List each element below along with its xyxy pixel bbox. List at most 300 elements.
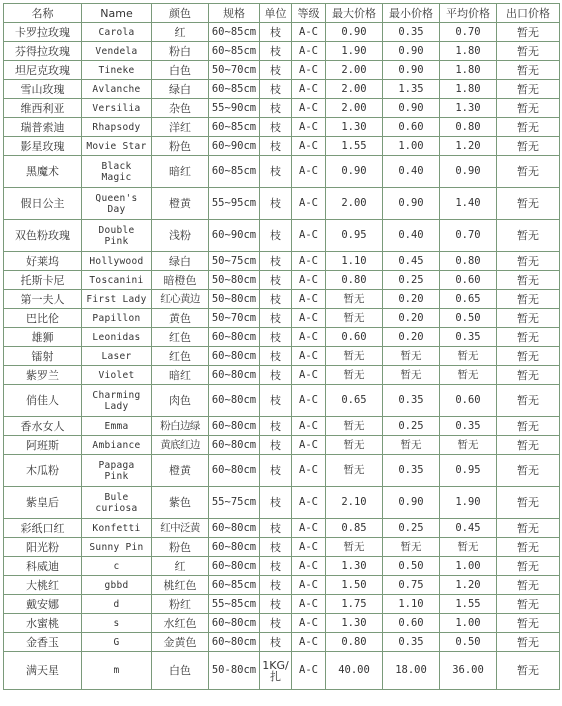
cell-color: 杂色 bbox=[152, 99, 209, 118]
cell-max-price: 1.30 bbox=[326, 557, 383, 576]
cell-unit: 枝 bbox=[260, 595, 292, 614]
cell-color: 红 bbox=[152, 23, 209, 42]
cell-name-en bbox=[82, 417, 152, 436]
cell-unit: 枝 bbox=[260, 557, 292, 576]
cell-name-cn: 水蜜桃 bbox=[4, 614, 82, 633]
col-header-grade: 等级 bbox=[292, 4, 326, 23]
table-row bbox=[4, 137, 560, 156]
cell-max-price: 暂无 bbox=[326, 436, 383, 455]
cell-unit: 枝 bbox=[260, 80, 292, 99]
cell-name-en bbox=[82, 614, 152, 633]
cell-color: 紫色 bbox=[152, 487, 209, 519]
cell-max-price: 0.80 bbox=[326, 271, 383, 290]
table-row bbox=[4, 633, 560, 652]
cell-avg-price: 1.20 bbox=[440, 137, 497, 156]
cell-name-cn: 影星玫瑰 bbox=[4, 137, 82, 156]
cell-color: 金黄色 bbox=[152, 633, 209, 652]
cell-max-price: 1.30 bbox=[326, 118, 383, 137]
cell-name-en-line: Double bbox=[98, 224, 135, 236]
cell-avg-price: 暂无 bbox=[440, 366, 497, 385]
cell-grade: A-C bbox=[292, 366, 326, 385]
cell-spec: 50~70cm bbox=[209, 61, 260, 80]
cell-color: 红色 bbox=[152, 328, 209, 347]
cell-export-price: 暂无 bbox=[497, 652, 560, 690]
cell-grade: A-C bbox=[292, 290, 326, 309]
cell-max-price: 0.90 bbox=[326, 23, 383, 42]
cell-name-cn: 紫皇后 bbox=[4, 487, 82, 519]
cell-color: 粉色 bbox=[152, 538, 209, 557]
table-row bbox=[4, 519, 560, 538]
cell-name-en-line: Pink bbox=[104, 470, 129, 482]
cell-export-price: 暂无 bbox=[497, 80, 560, 99]
cell-name-cn: 阿班斯 bbox=[4, 436, 82, 455]
cell-min-price: 0.25 bbox=[383, 417, 440, 436]
cell-export-price: 暂无 bbox=[497, 137, 560, 156]
cell-avg-price: 0.50 bbox=[440, 309, 497, 328]
cell-spec: 60~85cm bbox=[209, 23, 260, 42]
cell-grade: A-C bbox=[292, 309, 326, 328]
cell-name-cn: 第一夫人 bbox=[4, 290, 82, 309]
cell-export-price: 暂无 bbox=[497, 417, 560, 436]
table-row bbox=[4, 252, 560, 271]
cell-max-price: 1.90 bbox=[326, 42, 383, 61]
cell-export-price: 暂无 bbox=[497, 633, 560, 652]
cell-max-price: 暂无 bbox=[326, 538, 383, 557]
cell-name-cn: 阳光粉 bbox=[4, 538, 82, 557]
cell-spec: 60~85cm bbox=[209, 118, 260, 137]
cell-unit-line: 1KG/ bbox=[262, 658, 289, 672]
cell-max-price: 0.95 bbox=[326, 220, 383, 252]
cell-export-price: 暂无 bbox=[497, 271, 560, 290]
cell-name-cn: 假日公主 bbox=[4, 188, 82, 220]
cell-name-en bbox=[82, 366, 152, 385]
cell-max-price: 1.55 bbox=[326, 137, 383, 156]
cell-grade: A-C bbox=[292, 23, 326, 42]
cell-color: 红 bbox=[152, 557, 209, 576]
cell-export-price: 暂无 bbox=[497, 252, 560, 271]
cell-min-price: 0.90 bbox=[383, 99, 440, 118]
cell-grade: A-C bbox=[292, 80, 326, 99]
cell-name-cn: 托斯卡尼 bbox=[4, 271, 82, 290]
cell-name-en bbox=[82, 220, 152, 252]
cell-name-en bbox=[82, 156, 152, 188]
cell-min-price: 0.45 bbox=[383, 252, 440, 271]
cell-min-price: 0.20 bbox=[383, 309, 440, 328]
cell-max-price: 0.80 bbox=[326, 633, 383, 652]
cell-min-price: 暂无 bbox=[383, 347, 440, 366]
table-row bbox=[4, 118, 560, 137]
col-header-spec: 规格 bbox=[209, 4, 260, 23]
cell-spec: 60~90cm bbox=[209, 137, 260, 156]
cell-spec: 60~85cm bbox=[209, 42, 260, 61]
cell-max-price: 1.30 bbox=[326, 614, 383, 633]
cell-avg-price: 0.80 bbox=[440, 252, 497, 271]
cell-min-price: 18.00 bbox=[383, 652, 440, 690]
cell-unit: 枝 bbox=[260, 633, 292, 652]
cell-name-cn: 双色粉玫瑰 bbox=[4, 220, 82, 252]
cell-min-price: 0.35 bbox=[383, 23, 440, 42]
table-row bbox=[4, 156, 560, 188]
cell-name-en bbox=[82, 290, 152, 309]
cell-avg-price: 0.35 bbox=[440, 328, 497, 347]
cell-min-price: 0.60 bbox=[383, 118, 440, 137]
cell-name-en bbox=[82, 309, 152, 328]
cell-spec: 60~80cm bbox=[209, 614, 260, 633]
cell-spec: 60~90cm bbox=[209, 220, 260, 252]
cell-max-price: 暂无 bbox=[326, 366, 383, 385]
cell-unit: 枝 bbox=[260, 385, 292, 417]
cell-export-price: 暂无 bbox=[497, 538, 560, 557]
cell-name-en bbox=[82, 385, 152, 417]
cell-name-en-line: s bbox=[113, 617, 120, 629]
cell-unit: 枝 bbox=[260, 188, 292, 220]
cell-name-en-line: d bbox=[113, 598, 120, 610]
cell-name-cn: 金香玉 bbox=[4, 633, 82, 652]
table-row bbox=[4, 80, 560, 99]
cell-spec: 60~85cm bbox=[209, 156, 260, 188]
cell-min-price: 0.90 bbox=[383, 487, 440, 519]
col-header-unit: 单位 bbox=[260, 4, 292, 23]
cell-name-en bbox=[82, 557, 152, 576]
cell-avg-price: 0.80 bbox=[440, 118, 497, 137]
cell-name-en-line: Papillon bbox=[92, 312, 141, 324]
table-row bbox=[4, 188, 560, 220]
cell-color: 肉色 bbox=[152, 385, 209, 417]
cell-min-price: 0.60 bbox=[383, 614, 440, 633]
cell-max-price: 2.00 bbox=[326, 61, 383, 80]
cell-spec: 60~80cm bbox=[209, 417, 260, 436]
cell-color: 暗橙色 bbox=[152, 271, 209, 290]
cell-min-price: 1.35 bbox=[383, 80, 440, 99]
cell-unit: 枝 bbox=[260, 576, 292, 595]
cell-export-price: 暂无 bbox=[497, 455, 560, 487]
col-header-max-price: 最大价格 bbox=[326, 4, 383, 23]
cell-color: 洋红 bbox=[152, 118, 209, 137]
cell-max-price: 1.50 bbox=[326, 576, 383, 595]
cell-grade: A-C bbox=[292, 385, 326, 417]
table-row bbox=[4, 61, 560, 80]
cell-grade: A-C bbox=[292, 436, 326, 455]
cell-grade: A-C bbox=[292, 137, 326, 156]
table-row bbox=[4, 455, 560, 487]
cell-max-price: 暂无 bbox=[326, 455, 383, 487]
cell-grade: A-C bbox=[292, 576, 326, 595]
cell-name-cn: 香水女人 bbox=[4, 417, 82, 436]
cell-name-cn: 瑞普索迪 bbox=[4, 118, 82, 137]
table-row bbox=[4, 220, 560, 252]
cell-unit: 枝 bbox=[260, 328, 292, 347]
cell-color: 暗红 bbox=[152, 156, 209, 188]
cell-name-cn: 芬得拉玫瑰 bbox=[4, 42, 82, 61]
cell-max-price: 0.60 bbox=[326, 328, 383, 347]
cell-spec: 60~80cm bbox=[209, 385, 260, 417]
cell-name-cn: 卡罗拉玫瑰 bbox=[4, 23, 82, 42]
cell-grade: A-C bbox=[292, 328, 326, 347]
cell-unit: 枝 bbox=[260, 61, 292, 80]
cell-avg-price: 1.55 bbox=[440, 595, 497, 614]
cell-min-price: 0.50 bbox=[383, 557, 440, 576]
cell-grade: A-C bbox=[292, 633, 326, 652]
col-header-export-price: 出口价格 bbox=[497, 4, 560, 23]
cell-color: 粉红 bbox=[152, 595, 209, 614]
cell-min-price: 0.35 bbox=[383, 633, 440, 652]
cell-avg-price: 暂无 bbox=[440, 538, 497, 557]
cell-color: 白色 bbox=[152, 61, 209, 80]
cell-name-en bbox=[82, 271, 152, 290]
cell-unit: 枝 bbox=[260, 519, 292, 538]
cell-unit: 枝 bbox=[260, 252, 292, 271]
cell-avg-price: 1.80 bbox=[440, 80, 497, 99]
cell-name-en bbox=[82, 519, 152, 538]
table-row bbox=[4, 42, 560, 61]
cell-unit: 枝 bbox=[260, 220, 292, 252]
cell-spec: 55~90cm bbox=[209, 99, 260, 118]
cell-spec: 60~80cm bbox=[209, 455, 260, 487]
table-row bbox=[4, 366, 560, 385]
cell-name-en-line: Papaga bbox=[98, 459, 135, 471]
cell-color: 水红色 bbox=[152, 614, 209, 633]
cell-name-en-line: Rhapsody bbox=[92, 121, 141, 133]
cell-name-cn: 好莱坞 bbox=[4, 252, 82, 271]
cell-avg-price: 0.35 bbox=[440, 417, 497, 436]
cell-grade: A-C bbox=[292, 118, 326, 137]
cell-spec: 60~80cm bbox=[209, 328, 260, 347]
cell-min-price: 0.20 bbox=[383, 290, 440, 309]
cell-avg-price: 1.80 bbox=[440, 61, 497, 80]
cell-spec: 55~95cm bbox=[209, 188, 260, 220]
cell-name-en-line: Movie Star bbox=[86, 140, 147, 152]
cell-name-en bbox=[82, 328, 152, 347]
cell-avg-price: 0.95 bbox=[440, 455, 497, 487]
cell-min-price: 暂无 bbox=[383, 366, 440, 385]
cell-name-en bbox=[82, 252, 152, 271]
cell-grade: A-C bbox=[292, 156, 326, 188]
cell-export-price: 暂无 bbox=[497, 595, 560, 614]
cell-name-en bbox=[82, 487, 152, 519]
cell-avg-price: 36.00 bbox=[440, 652, 497, 690]
table-row bbox=[4, 557, 560, 576]
cell-avg-price: 1.20 bbox=[440, 576, 497, 595]
col-header-name-cn: 名称 bbox=[4, 4, 82, 23]
cell-unit: 枝 bbox=[260, 347, 292, 366]
cell-unit: 枝 bbox=[260, 366, 292, 385]
cell-name-cn: 黑魔术 bbox=[4, 156, 82, 188]
cell-spec: 50~75cm bbox=[209, 252, 260, 271]
col-header-min-price: 最小价格 bbox=[383, 4, 440, 23]
cell-grade: A-C bbox=[292, 538, 326, 557]
table-row bbox=[4, 576, 560, 595]
cell-export-price: 暂无 bbox=[497, 614, 560, 633]
cell-export-price: 暂无 bbox=[497, 188, 560, 220]
cell-unit: 枝 bbox=[260, 137, 292, 156]
cell-max-price: 1.75 bbox=[326, 595, 383, 614]
cell-name-cn: 木瓜粉 bbox=[4, 455, 82, 487]
cell-export-price: 暂无 bbox=[497, 385, 560, 417]
cell-max-price: 2.00 bbox=[326, 99, 383, 118]
cell-max-price: 2.00 bbox=[326, 188, 383, 220]
cell-min-price: 0.40 bbox=[383, 156, 440, 188]
cell-avg-price: 0.50 bbox=[440, 633, 497, 652]
cell-name-en-line: Konfetti bbox=[92, 522, 141, 534]
cell-name-en-line: G bbox=[113, 636, 120, 648]
cell-name-cn: 维西利亚 bbox=[4, 99, 82, 118]
cell-export-price: 暂无 bbox=[497, 61, 560, 80]
cell-name-en-line: Bule bbox=[104, 491, 129, 503]
cell-max-price: 暂无 bbox=[326, 290, 383, 309]
cell-name-en-line: Versilia bbox=[92, 102, 141, 114]
cell-unit bbox=[260, 652, 292, 690]
cell-min-price: 暂无 bbox=[383, 538, 440, 557]
cell-export-price: 暂无 bbox=[497, 23, 560, 42]
table-row bbox=[4, 385, 560, 417]
cell-unit: 枝 bbox=[260, 455, 292, 487]
cell-name-cn: 巴比伦 bbox=[4, 309, 82, 328]
cell-unit: 枝 bbox=[260, 290, 292, 309]
cell-max-price: 暂无 bbox=[326, 347, 383, 366]
table-row bbox=[4, 23, 560, 42]
cell-spec: 50~70cm bbox=[209, 309, 260, 328]
cell-name-cn: 大桃红 bbox=[4, 576, 82, 595]
cell-min-price: 0.20 bbox=[383, 328, 440, 347]
cell-name-en-line: Queen's bbox=[95, 192, 138, 204]
cell-max-price: 暂无 bbox=[326, 309, 383, 328]
cell-name-en-line: curiosa bbox=[95, 502, 138, 514]
cell-max-price: 2.10 bbox=[326, 487, 383, 519]
cell-name-en bbox=[82, 61, 152, 80]
cell-export-price: 暂无 bbox=[497, 347, 560, 366]
cell-export-price: 暂无 bbox=[497, 328, 560, 347]
cell-name-cn: 科威迪 bbox=[4, 557, 82, 576]
table-row bbox=[4, 99, 560, 118]
cell-name-en bbox=[82, 80, 152, 99]
cell-name-en-line: Hollywood bbox=[89, 255, 144, 267]
cell-avg-price: 0.65 bbox=[440, 290, 497, 309]
cell-name-cn: 满天星 bbox=[4, 652, 82, 690]
cell-name-en-line: Pink bbox=[104, 235, 129, 247]
cell-color: 暗红 bbox=[152, 366, 209, 385]
table-row bbox=[4, 487, 560, 519]
cell-avg-price: 0.60 bbox=[440, 385, 497, 417]
cell-name-en-line: gbbd bbox=[104, 579, 129, 591]
cell-avg-price: 0.90 bbox=[440, 156, 497, 188]
cell-min-price: 0.90 bbox=[383, 42, 440, 61]
cell-export-price: 暂无 bbox=[497, 436, 560, 455]
col-header-avg-price: 平均价格 bbox=[440, 4, 497, 23]
table-row bbox=[4, 595, 560, 614]
cell-name-en bbox=[82, 118, 152, 137]
cell-color: 白色 bbox=[152, 652, 209, 690]
cell-color: 红中泛黄 bbox=[152, 519, 209, 538]
cell-grade: A-C bbox=[292, 557, 326, 576]
cell-spec: 60~80cm bbox=[209, 519, 260, 538]
cell-spec: 50~80cm bbox=[209, 290, 260, 309]
cell-unit: 枝 bbox=[260, 156, 292, 188]
cell-color: 绿白 bbox=[152, 252, 209, 271]
cell-avg-price: 1.40 bbox=[440, 188, 497, 220]
cell-max-price: 0.65 bbox=[326, 385, 383, 417]
table-row bbox=[4, 614, 560, 633]
cell-unit: 枝 bbox=[260, 309, 292, 328]
cell-unit-line: 扎 bbox=[270, 669, 281, 683]
cell-min-price: 0.90 bbox=[383, 188, 440, 220]
cell-color: 粉色 bbox=[152, 137, 209, 156]
cell-spec: 50-80cm bbox=[209, 652, 260, 690]
cell-max-price: 暂无 bbox=[326, 417, 383, 436]
cell-avg-price: 1.30 bbox=[440, 99, 497, 118]
table-body bbox=[4, 23, 560, 690]
cell-min-price: 1.10 bbox=[383, 595, 440, 614]
cell-grade: A-C bbox=[292, 271, 326, 290]
cell-name-en bbox=[82, 576, 152, 595]
cell-spec: 50~80cm bbox=[209, 271, 260, 290]
cell-unit: 枝 bbox=[260, 271, 292, 290]
cell-avg-price: 0.70 bbox=[440, 23, 497, 42]
cell-min-price: 0.90 bbox=[383, 61, 440, 80]
cell-name-en-line: Leonidas bbox=[92, 331, 141, 343]
cell-color: 粉白边绿 bbox=[152, 417, 209, 436]
cell-color: 浅粉 bbox=[152, 220, 209, 252]
table-row bbox=[4, 436, 560, 455]
cell-name-en-line: Emma bbox=[104, 420, 129, 432]
cell-name-en-line: Ambiance bbox=[92, 439, 141, 451]
cell-grade: A-C bbox=[292, 347, 326, 366]
cell-grade: A-C bbox=[292, 652, 326, 690]
cell-name-en bbox=[82, 595, 152, 614]
cell-min-price: 0.75 bbox=[383, 576, 440, 595]
cell-spec: 60~85cm bbox=[209, 576, 260, 595]
cell-grade: A-C bbox=[292, 519, 326, 538]
table-row bbox=[4, 309, 560, 328]
cell-color: 橙黄 bbox=[152, 455, 209, 487]
cell-min-price: 0.35 bbox=[383, 455, 440, 487]
cell-export-price: 暂无 bbox=[497, 557, 560, 576]
cell-avg-price: 0.45 bbox=[440, 519, 497, 538]
cell-min-price: 暂无 bbox=[383, 436, 440, 455]
cell-name-en bbox=[82, 99, 152, 118]
flower-price-table bbox=[3, 3, 560, 690]
cell-unit: 枝 bbox=[260, 99, 292, 118]
table-row bbox=[4, 347, 560, 366]
cell-max-price: 0.90 bbox=[326, 156, 383, 188]
cell-name-en bbox=[82, 23, 152, 42]
cell-unit: 枝 bbox=[260, 614, 292, 633]
cell-unit: 枝 bbox=[260, 42, 292, 61]
cell-name-cn: 镭射 bbox=[4, 347, 82, 366]
cell-spec: 60~80cm bbox=[209, 557, 260, 576]
cell-name-en bbox=[82, 455, 152, 487]
cell-export-price: 暂无 bbox=[497, 487, 560, 519]
cell-grade: A-C bbox=[292, 99, 326, 118]
cell-color: 桃红色 bbox=[152, 576, 209, 595]
cell-name-en-line: Lady bbox=[104, 400, 129, 412]
cell-color: 橙黄 bbox=[152, 188, 209, 220]
cell-name-cn: 俏佳人 bbox=[4, 385, 82, 417]
cell-name-en-line: Avlanche bbox=[92, 83, 141, 95]
cell-unit: 枝 bbox=[260, 538, 292, 557]
cell-export-price: 暂无 bbox=[497, 220, 560, 252]
col-header-color: 颜色 bbox=[152, 4, 209, 23]
cell-name-en bbox=[82, 347, 152, 366]
cell-name-cn: 紫罗兰 bbox=[4, 366, 82, 385]
cell-name-en bbox=[82, 137, 152, 156]
table-row bbox=[4, 538, 560, 557]
cell-avg-price: 1.80 bbox=[440, 42, 497, 61]
table-row bbox=[4, 271, 560, 290]
cell-name-en-line: Day bbox=[107, 203, 126, 215]
cell-grade: A-C bbox=[292, 188, 326, 220]
cell-name-en bbox=[82, 633, 152, 652]
cell-color: 黄底红边 bbox=[152, 436, 209, 455]
